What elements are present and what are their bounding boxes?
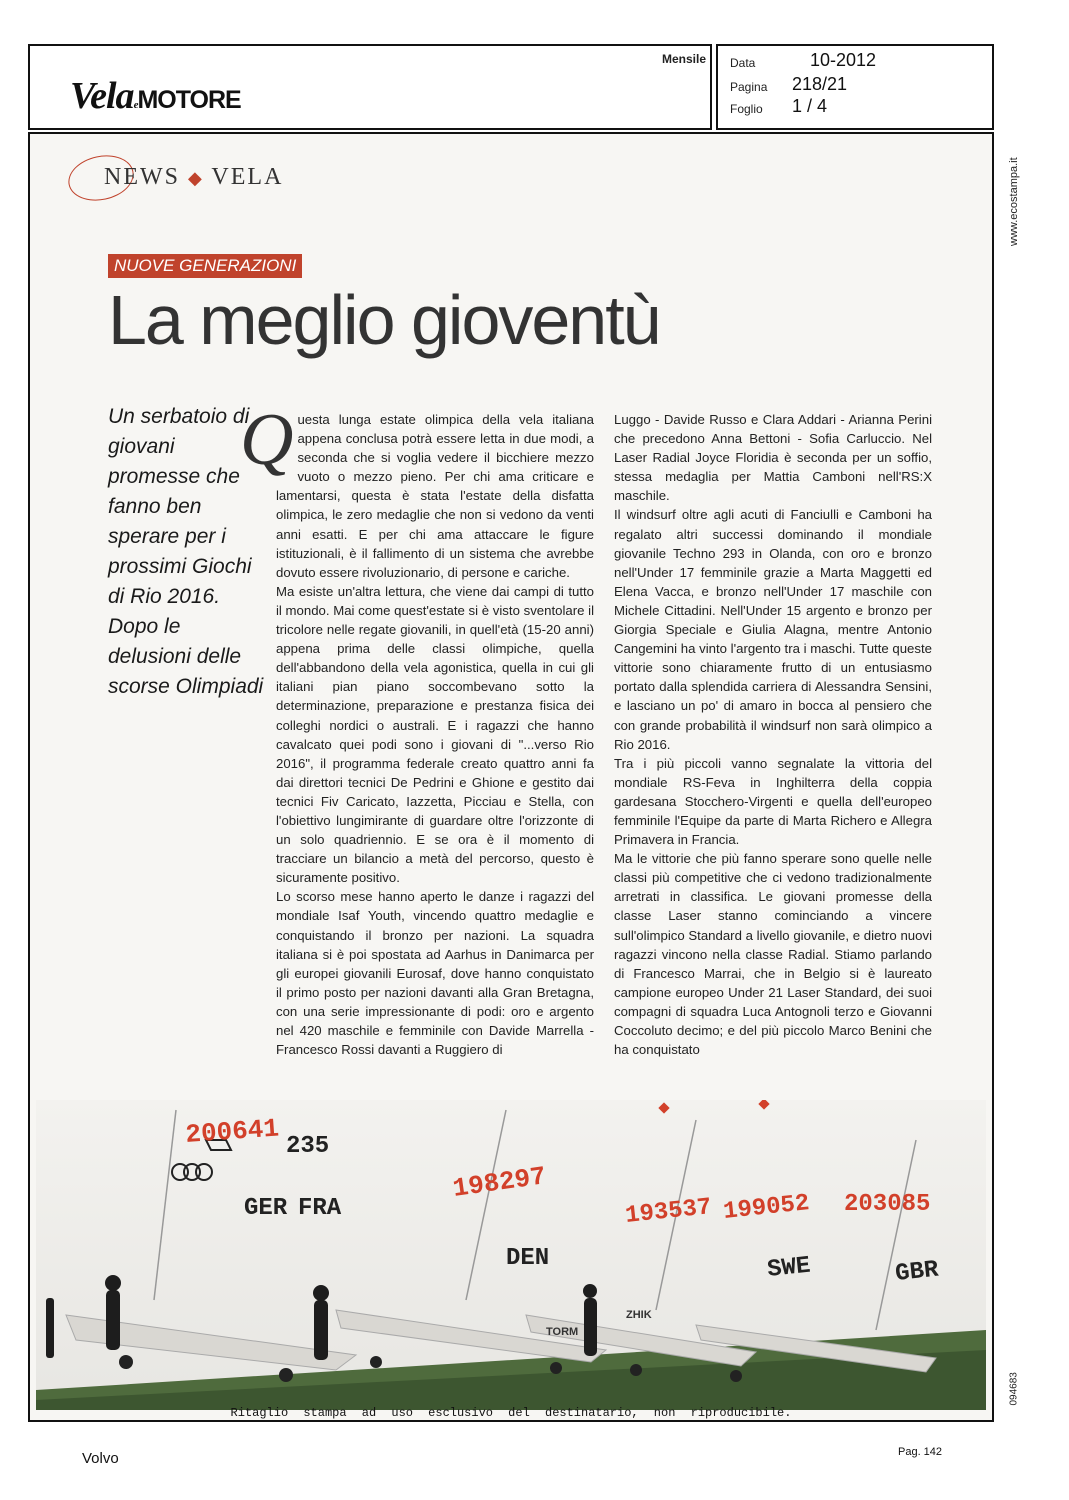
frequency-label: Mensile [662, 52, 707, 66]
svg-text:TORM: TORM [546, 1326, 579, 1338]
date-value: 10-2012 [810, 50, 877, 70]
nation-code: FRA [298, 1195, 342, 1222]
paragraph: Ma esiste un'altra lettura, che viene dai campi di tutto il mondo. Mai come quest'estate si è visto sventolare il tricolore nelle regate giovanili, in quell'età (15-20 anni) appena prima delle classi olimpiche, quella dell'abbandono della vela agonistica, quella in cui gli italiani pian piano soccombevano sotto la determinazione, preparazione e prestanza fisica dei colleghi nordici o australi. E i ragazzi che hanno cavalcato quei podi sono i giovani di "...verso Rio 2016", il programma federale creato quattro anni fa dai direttori tecnici De Pedrini e Ghione e gestito dai tecnici Fiv Caricato, Iazzetta, Picciau e Stella, con l'obiettivo lungimirante di guardare oltre l'orizzonte di un solo quadriennio. E se ora è il momento di tracciare un bilancio a metà del percorso, questo è sicuramente positivo. [276, 583, 594, 886]
nation-code: GER [244, 1195, 288, 1222]
nation-code: SWE [766, 1252, 812, 1284]
side-url: www.ecostampa.it [1008, 157, 1020, 246]
article-page [28, 132, 994, 1422]
sheet-label: Foglio [730, 102, 763, 116]
article-column-2 [614, 410, 932, 1059]
footer-advertiser: Volvo [82, 1450, 119, 1467]
page-label: Pagina [730, 80, 768, 94]
nation-code: DEN [506, 1245, 550, 1272]
footer-page-number: Pag. 142 [898, 1446, 943, 1458]
diamond-icon: ◆ [188, 168, 204, 188]
section-label: NEWS ◆ VELA [104, 164, 284, 190]
article-column-1 [240, 399, 594, 1059]
publication-logo: VelaeMOTORE [70, 75, 241, 117]
sheet-value: 1 / 4 [792, 96, 828, 116]
clipping-header [28, 44, 994, 130]
date-label: Data [730, 56, 756, 70]
paragraph: uesta lunga estate olimpica della vela italiana appena conclusa potrà essere letta in due modi, a seconda che si voglia vedere il bicchiere mezzo vuoto o mezzo pieno. Per chi ama criticare e lamentarsi, questa è stata l'estate della disfatta olimpica, le zero medaglie che non si vedono da venti anni esatti. E per chi ama attaccare le figure istituzionali, è il fallimento di un sistema che avrebbe dovuto essere rivoluzionario, di persone e cariche. [276, 412, 594, 580]
sail-number: 199052 [722, 1190, 811, 1226]
clipping-caption: Ritaglio stampa ad uso esclusivo del destinatario, non riproducibile. [230, 1406, 792, 1420]
paragraph: Il windsurf oltre agli acuti di Fanciulli e Camboni ha regalato altri successi dominando il mondiale giovanile Techno 293 in Olanda, con oro e bronzo nell'Under 17 femminile grazie a Marta Maggetti ed Elena Vacca, e bronzo nell'Under 17 maschile con Michele Cittadini. Nell'Under 15 argento e bronzo per Giorgia Speciale e Giulia Alagna, mentre Antonio Cangemini ha vinto l'argento tra i maschi. Tutte queste vittorie sono chiaramente frutto di un entusiasmo portato dalla splendida carriera di Alessandra Sensini, e lasciano un po' di amaro in bocca al pensiero che con grande probabilità il windsurf non sarà olimpico a Rio 2016. [614, 507, 932, 752]
regatta-photo [36, 1100, 986, 1410]
paragraph: Luggo - Davide Russo e Clara Addari - Arianna Perini che precedono Anna Bettoni - Sofia Carluccio. Nel Laser Radial Joyce Floridia è seconda per un soffio, stessa medaglia per Mattia Camboni nell'RS:X maschile. [614, 412, 932, 504]
article-deck: Un serbatoio di giovani promesse che fanno ben sperare per i prossimi Giochi di Rio 2016. Dopo le delusioni delle scorse Olimpiadi [108, 405, 264, 698]
paragraph: Ma le vittorie che più fanno sperare sono quelle nelle classi più competitive che ci vedono tradizionalmente arretrati in classifica. Le giovani promesse della classe Laser stanno cominciando a vincere sull'olimpico Standard a livello giovanile, e dietro nuovi ragazzi vincono nella classe Radial. Stiamo parlando di Francesco Marrai, che in Belgio si è laureato campione europeo Under 21 Laser Standard, dei suoi compagni di squadra Luca Antognoli terzo e Giovanni Coccoluto decimo; e del più piccolo Marco Benini che ha conquistato [614, 851, 932, 1058]
header-publication-box [28, 44, 712, 130]
drop-cap: Q [240, 399, 294, 481]
sail-number: 198297 [450, 1161, 548, 1204]
nation-code: GBR [894, 1256, 940, 1288]
sail-number: 193537 [624, 1194, 713, 1230]
svg-text:ZHIK: ZHIK [626, 1309, 652, 1321]
side-code: 094683 [1008, 1372, 1020, 1406]
paragraph: Tra i più piccoli vanno segnalate la vittoria del mondiale RS-Feva in Inghilterra della coppia gardesana Stocchero-Virgenti e quella dell'europeo femminile l'Equipe da parte di Marta Richero e Allegra Primavera in Francia. [614, 755, 932, 848]
page-value: 218/21 [792, 74, 848, 94]
article-title: La meglio gioventù [108, 281, 660, 359]
sail-number: 200641 [184, 1113, 280, 1150]
sail-number: 235 [286, 1133, 330, 1160]
paragraph: Lo scorso mese hanno aperto le danze i ragazzi del mondiale Isaf Youth, vincendo quattro medaglie e conquistando il bronzo per nazioni. La squadra italiana si è poi spostata ad Aarhus in Danimarca per gli europei giovanili Eurosaf, dove hanno conquistato il primo posto per nazioni davanti alla Gran Bretagna, con una serie impressionante di podi: oro e argento nel 420 maschile e femminile con Davide Marrella - Francesco Rossi davanti a Ruggiero di [276, 889, 594, 1058]
header-meta-box [716, 44, 994, 130]
sail-number: 203085 [844, 1191, 931, 1218]
article-tag: NUOVE GENERAZIONI [108, 254, 302, 278]
